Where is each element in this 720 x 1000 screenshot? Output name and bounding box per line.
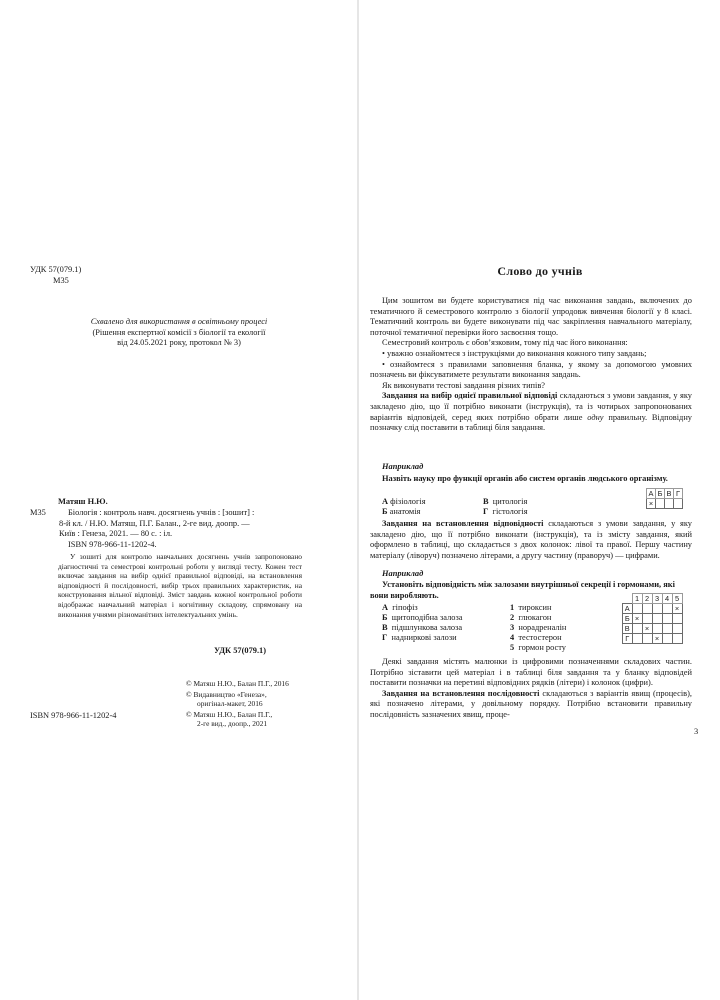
approval-note xyxy=(70,317,288,349)
body-text xyxy=(370,296,692,434)
item-text: гормон росту xyxy=(518,643,566,652)
gland-a xyxy=(382,603,418,614)
grid-cell[interactable] xyxy=(674,499,683,509)
copyright-line: 2-ге вид., доопр., 2021 xyxy=(197,719,268,729)
hormone-1 xyxy=(510,603,551,614)
grid-cell[interactable] xyxy=(632,604,642,614)
grid-cell[interactable] xyxy=(665,499,674,509)
type1-text: складаються з умови завдання, у яку закладено дію, що її потрібно виконати (інструкція), та із чотирьох запропонованих варіантів відповідей, серед яких потрібно обрати лише xyxy=(370,391,692,422)
hormone-3 xyxy=(510,623,566,634)
item-text: глюкагон xyxy=(518,613,552,622)
closing-text xyxy=(370,657,692,721)
option-v xyxy=(483,497,527,508)
grid-cell[interactable] xyxy=(672,614,682,624)
grid-cell[interactable] xyxy=(672,624,682,634)
item-text: підшлункова залоза xyxy=(391,623,463,632)
grid-cell[interactable]: × xyxy=(652,634,662,644)
item-letter: Г xyxy=(382,633,388,642)
grid-col-header: 3 xyxy=(652,594,662,604)
grid-header: Б xyxy=(656,489,665,499)
item-text: надниркові залози xyxy=(391,633,457,642)
option-g xyxy=(483,507,528,518)
bib-isbn: ISBN 978-966-11-1202-4. xyxy=(68,539,157,549)
option-b xyxy=(382,507,420,518)
grid-cell[interactable] xyxy=(642,604,652,614)
gland-v xyxy=(382,623,462,634)
type1-heading: Завдання на вибір однієї правильної відповіді xyxy=(382,391,558,401)
copyright-line: © Матяш Н.Ю., Балан П.Г., 2016 xyxy=(186,679,289,688)
item-text: тестостерон xyxy=(518,633,562,642)
grid-cell[interactable] xyxy=(662,624,672,634)
grid-cell[interactable] xyxy=(662,614,672,624)
bullet-text: ознайомтеся з правилами заповнення бланка, у якому за допомогою умовних позначень ви фіксуватимете результати виконання завдань. xyxy=(370,359,693,380)
option-letter: В xyxy=(483,497,489,506)
grid-cell[interactable] xyxy=(632,634,642,644)
answer-grid-1 xyxy=(646,488,683,509)
example1-question: Назвіть науку про функції органів або систем органів людського організму. xyxy=(382,474,668,483)
gland-g xyxy=(382,633,457,644)
item-letter: А xyxy=(382,603,389,612)
copyright-line: © Видавництво «Генеза», xyxy=(186,689,267,699)
grid-row-label: А xyxy=(623,604,633,614)
right-page xyxy=(360,0,720,1000)
bib-line-3: Київ : Генеза, 2021. — 80 с. : іл. xyxy=(59,529,173,539)
grid-row-label: В xyxy=(623,624,633,634)
example-label: Наприклад xyxy=(382,462,424,471)
grid-cell[interactable] xyxy=(642,634,652,644)
hormone-5 xyxy=(510,643,566,654)
item-number: 1 xyxy=(510,603,515,612)
answer-grid-2 xyxy=(622,593,683,644)
type3-paragraph xyxy=(370,689,692,721)
type1-end: правильну. Відповідну позначку слід поставити в таблиці біля завдання. xyxy=(370,412,692,433)
bib-author: Матяш Н.Ю. xyxy=(58,497,108,506)
option-letter: Б xyxy=(382,507,388,516)
option-a xyxy=(382,497,426,508)
bullet-text: уважно ознайомтеся з інструкціями до виконання кожного типу завдань; xyxy=(387,348,647,358)
grid-col-header: 2 xyxy=(642,594,652,604)
type1-emphasis: одну xyxy=(587,412,604,422)
bib-mark: М35 xyxy=(30,508,46,517)
gland-b xyxy=(382,613,462,624)
grid-cell[interactable]: × xyxy=(642,624,652,634)
item-text: тироксин xyxy=(518,603,552,612)
grid-header: В xyxy=(665,489,674,499)
grid-cell[interactable] xyxy=(642,614,652,624)
bib-line-2: 8-й кл. / Н.Ю. Матяш, П.Г. Балан., 2-ге вид. доопр. — xyxy=(59,518,250,528)
hormone-2 xyxy=(510,613,551,624)
item-text: норадреналін xyxy=(518,623,567,632)
item-letter: Б xyxy=(382,613,388,622)
item-text: щитоподібна залоза xyxy=(391,613,463,622)
grid-col-header: 5 xyxy=(672,594,682,604)
grid-cell[interactable] xyxy=(656,499,665,509)
grid-corner xyxy=(623,594,633,604)
option-text: анатомія xyxy=(389,507,421,516)
udk-bottom: УДК 57(079.1) xyxy=(214,646,267,655)
item-number: 3 xyxy=(510,623,515,632)
isbn-bottom: ISBN 978-966-11-1202-4 xyxy=(30,711,117,720)
question-line: Як виконувати тестові завдання різних типів? xyxy=(382,380,546,390)
item-number: 2 xyxy=(510,613,515,622)
udk-code: УДК 57(079.1) xyxy=(30,265,82,274)
grid-cell[interactable] xyxy=(662,604,672,614)
intro-paragraph: Цим зошитом ви будете користуватися під час виконання завдань, включених до тематичного й семестрового контролю з біології упродовж вивчення біології у 8 класі. Тематичний контроль ви будете виконувати під час закріплення навчального матеріалу, поточної тематичної перевірки його засвоєння тощо. xyxy=(370,296,692,337)
option-letter: Г xyxy=(483,507,489,516)
item-text: гіпофіз xyxy=(392,603,418,612)
type2-paragraph xyxy=(370,519,692,561)
page-number: 3 xyxy=(694,727,699,736)
item-letter: В xyxy=(382,623,388,632)
copyright-line: оригінал-макет, 2016 xyxy=(197,699,263,709)
type2-text: складаються з умови завдання, у яку закладено дію, що її потрібно виконати (інструкція), та із змісту завдання, який оформлено в таблиці, що складається з двох колонок: лівої та правої. Першу частину матеріалу (ліворуч) позначено літерами, а другу частину (праворуч) — цифрами. xyxy=(370,519,692,560)
hormone-4 xyxy=(510,633,562,644)
bullet-item: • уважно ознайомтеся з інструкціями до виконання кожного типу завдань; xyxy=(382,348,647,358)
option-letter: А xyxy=(382,497,389,506)
annotation: У зошиті для контролю навчальних досягнень учнів запропоновано діагностичні та семестрові контрольні роботи у вигляді тесту. Кожен тест включає завдання на вибір однієї правильної відповіді, на встановлення відповідності й послідовності, вибір трьох правильних характеристик, на конструювання вільної відповіді. Зміст завдань кожної контрольної роботи відображає навчальний матеріал і когнітивну складову, спрямовану на виконання учнями різноманітних інтелектуальних умінь. xyxy=(58,552,302,619)
grid-cell[interactable]: × xyxy=(672,604,682,614)
grid-cell[interactable]: × xyxy=(632,614,642,624)
grid-row-label: Г xyxy=(623,634,633,644)
grid-header: А xyxy=(647,489,656,499)
copyright-block xyxy=(186,679,356,729)
author-mark: М35 xyxy=(53,276,69,285)
example-label: Наприклад xyxy=(382,569,424,578)
grid-cell[interactable] xyxy=(652,604,662,614)
page-title: Слово до учнів xyxy=(497,264,583,278)
approval-line-1: Схвалено для використання в освітньому процесі xyxy=(90,317,268,326)
item-number: 4 xyxy=(510,633,515,642)
grid-cell[interactable] xyxy=(632,624,642,634)
grid-row-label: Б xyxy=(623,614,633,624)
images-paragraph: Деякі завдання містять малюнки із цифровими позначеннями складових частин. Потрібно зіставити цей матеріал і в таблиці біля завдання та у бланку відповідей поставити позначки на перетині відповідних рядків (літери) і колонок (цифри). xyxy=(370,657,692,688)
option-text: фізіологія xyxy=(390,497,426,506)
type3-text: складаються з варіантів явищ (процесів), які позначено літерами, у довільному порядку. Потрібно встановити правильну послідовність зазначених явищ, проце- xyxy=(370,688,692,719)
approval-line-3: від 24.05.2021 року, протокол № 3) xyxy=(117,338,241,348)
copyright-line: © Матяш Н.Ю., Балан П.Г., xyxy=(186,709,273,719)
example2-question: Установіть відповідність між залозами внутрішньої секреції і гормонами, які вони виробляють. xyxy=(370,580,675,600)
item-number: 5 xyxy=(510,643,515,652)
grid-cell[interactable]: × xyxy=(647,499,656,509)
bib-description xyxy=(59,508,300,550)
bullet-item: • ознайомтеся з правилами заповнення бланка, у якому за допомогою умовних позначень ви фіксуватимете результати виконання завдань. xyxy=(370,359,693,380)
grid-cell[interactable] xyxy=(672,634,682,644)
type2-heading: Завдання на встановлення відповідності xyxy=(382,519,544,528)
type3-heading: Завдання на встановлення послідовності xyxy=(382,688,540,698)
type1-paragraph xyxy=(370,391,692,433)
grid-cell[interactable] xyxy=(652,624,662,634)
grid-cell[interactable] xyxy=(662,634,672,644)
option-text: цитологія xyxy=(492,497,528,506)
semester-paragraph: Семестровий контроль є обов’язковим, тому під час його виконання: xyxy=(382,338,628,348)
grid-col-header: 1 xyxy=(632,594,642,604)
bib-line-1: Біологія : контроль навч. досягнень учнів : [зошит] : xyxy=(68,508,255,517)
grid-cell[interactable] xyxy=(652,614,662,624)
option-text: гістологія xyxy=(492,507,528,516)
approval-line-2: (Рішення експертної комісії з біології та екології xyxy=(92,327,266,337)
grid-header: Г xyxy=(674,489,683,499)
left-page xyxy=(0,0,358,1000)
grid-col-header: 4 xyxy=(662,594,672,604)
